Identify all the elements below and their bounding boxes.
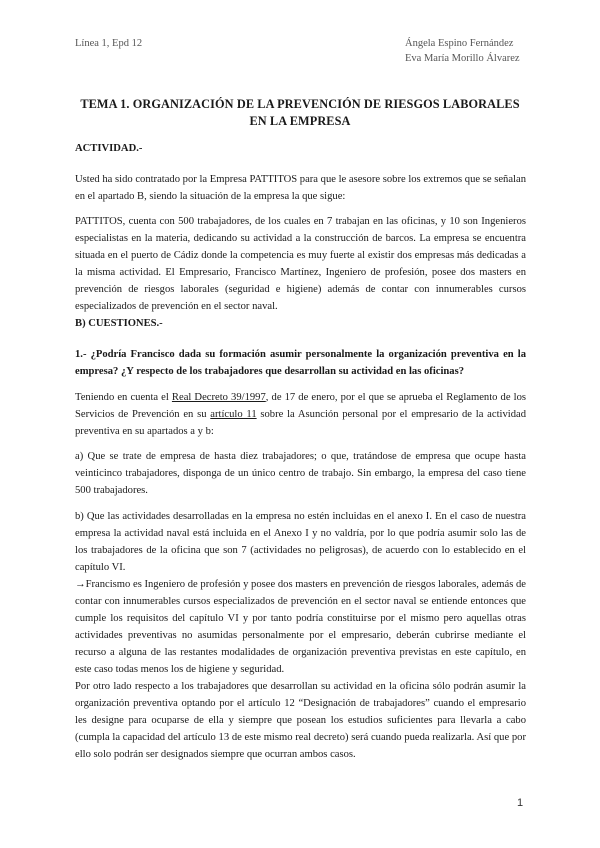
condition-a-paragraph: a) Que se trate de empresa de hasta diez trabajadores; o que, tratándose de empresa que ocupe hasta veinticinco trabajadores, disponga de un único centro de trabajo. Sin embargo, la empresa del caso tiene 500 trabajadores. [75, 451, 526, 496]
header-author-2: Eva María Morillo Álvarez [405, 53, 520, 64]
intro-paragraph: Usted ha sido contratado por la Empresa PATTITOS para que le asesore sobre los extremos que se señalan en el apartado B, siendo la situación de la empresa la que sigue: [75, 174, 526, 202]
decreto-text-2: , de 17 de enero, por el que se aprueba el Reglamento de los Servicios de Prevención en su [75, 392, 526, 420]
document-title: TEMA 1. ORGANIZACIÓN DE LA PREVENCIÓN DE RIESGOS LABORALES EN LA EMPRESA [80, 97, 520, 128]
articulo-11-link[interactable]: artículo 11 [210, 409, 257, 420]
header-author-1: Ángela Espino Fernández [405, 38, 514, 49]
decreto-text-1: Teniendo en cuenta el [75, 392, 172, 403]
actividad-heading: ACTIVIDAD.- [75, 143, 143, 154]
header-authors [405, 36, 555, 66]
conclusion-paragraph: →Francismo es Ingeniero de profesión y posee dos masters en prevención de riesgos laborales, además de contar con innumerables cursos especializados de prevención en el sector naval se entiende entonces que cumple los requisitos del capítulo VI y por tanto podría constituirse por el mismo pero aquellas otras actividades preventivas no asumidas personalmente por el empresario, deberán cubrirse mediante el recurso a alguna de las restantes modalidades de organización preventiva previstas en este capítulo, en este caso todas menos los de higiene y seguridad. [75, 579, 526, 675]
cuestiones-heading: B) CUESTIONES.- [75, 318, 163, 329]
decreto-text-3: sobre la Asunción personal por el empresario de la actividad preventiva en su apartados a y b: [75, 409, 526, 437]
company-paragraph: PATTITOS, cuenta con 500 trabajadores, de los cuales en 7 trabajan en las oficinas, y 10 son Ingenieros especialistas en la materia, dedicando su actividad a la construcción de barcos. La empresa se encuentra situada en el puerto de Cádiz donde la competencia es muy fuerte al existir dos empresas más dedicadas a la misma actividad. El Empresario, Francisco Martínez, Ingeniero de profesión, posee dos masters en prevención de riesgos laborales (seguridad e higiene) además de contar con innumerables cursos especializados de prevención en el sector naval. [75, 216, 526, 312]
real-decreto-link[interactable]: Real Decreto 39/1997 [171, 392, 266, 403]
oficina-paragraph: Por otro lado respecto a los trabajadores que desarrollan su actividad en la oficina sólo podrán asumir la organización preventiva optando por el artículo 12 “Designación de trabajadores” cuando el empresario les designe para ocuparse de ella y siempre que posean los estudios suficientes para llevarla a cabo (cumpla la capacidad del artículo 13 de este mismo real decreto) será cuando pueda realizarla. Así que por ello solo podrán ser designados siempre que ocurran ambos casos. [75, 681, 526, 760]
condition-b-paragraph: b) Que las actividades desarrolladas en la empresa no estén incluidas en el anexo I. En el caso de nuestra empresa la actividad naval está incluida en el Anexo I y no valdría, por lo que podría asumir solo las de los trabajadores de la oficina que son 7 (actividades no peligrosas), de acuerdo con lo establecido en el capítulo VI. [75, 511, 526, 573]
decreto-paragraph [75, 389, 526, 440]
question-1: 1.- ¿Podría Francisco dada su formación asumir personalmente la organización preventiva en la empresa? ¿Y respecto de los trabajadores que desarrollan su actividad en las oficinas? [75, 349, 526, 377]
header-course: Línea 1, Epd 12 [75, 38, 143, 49]
page-number: 1 [517, 797, 524, 809]
